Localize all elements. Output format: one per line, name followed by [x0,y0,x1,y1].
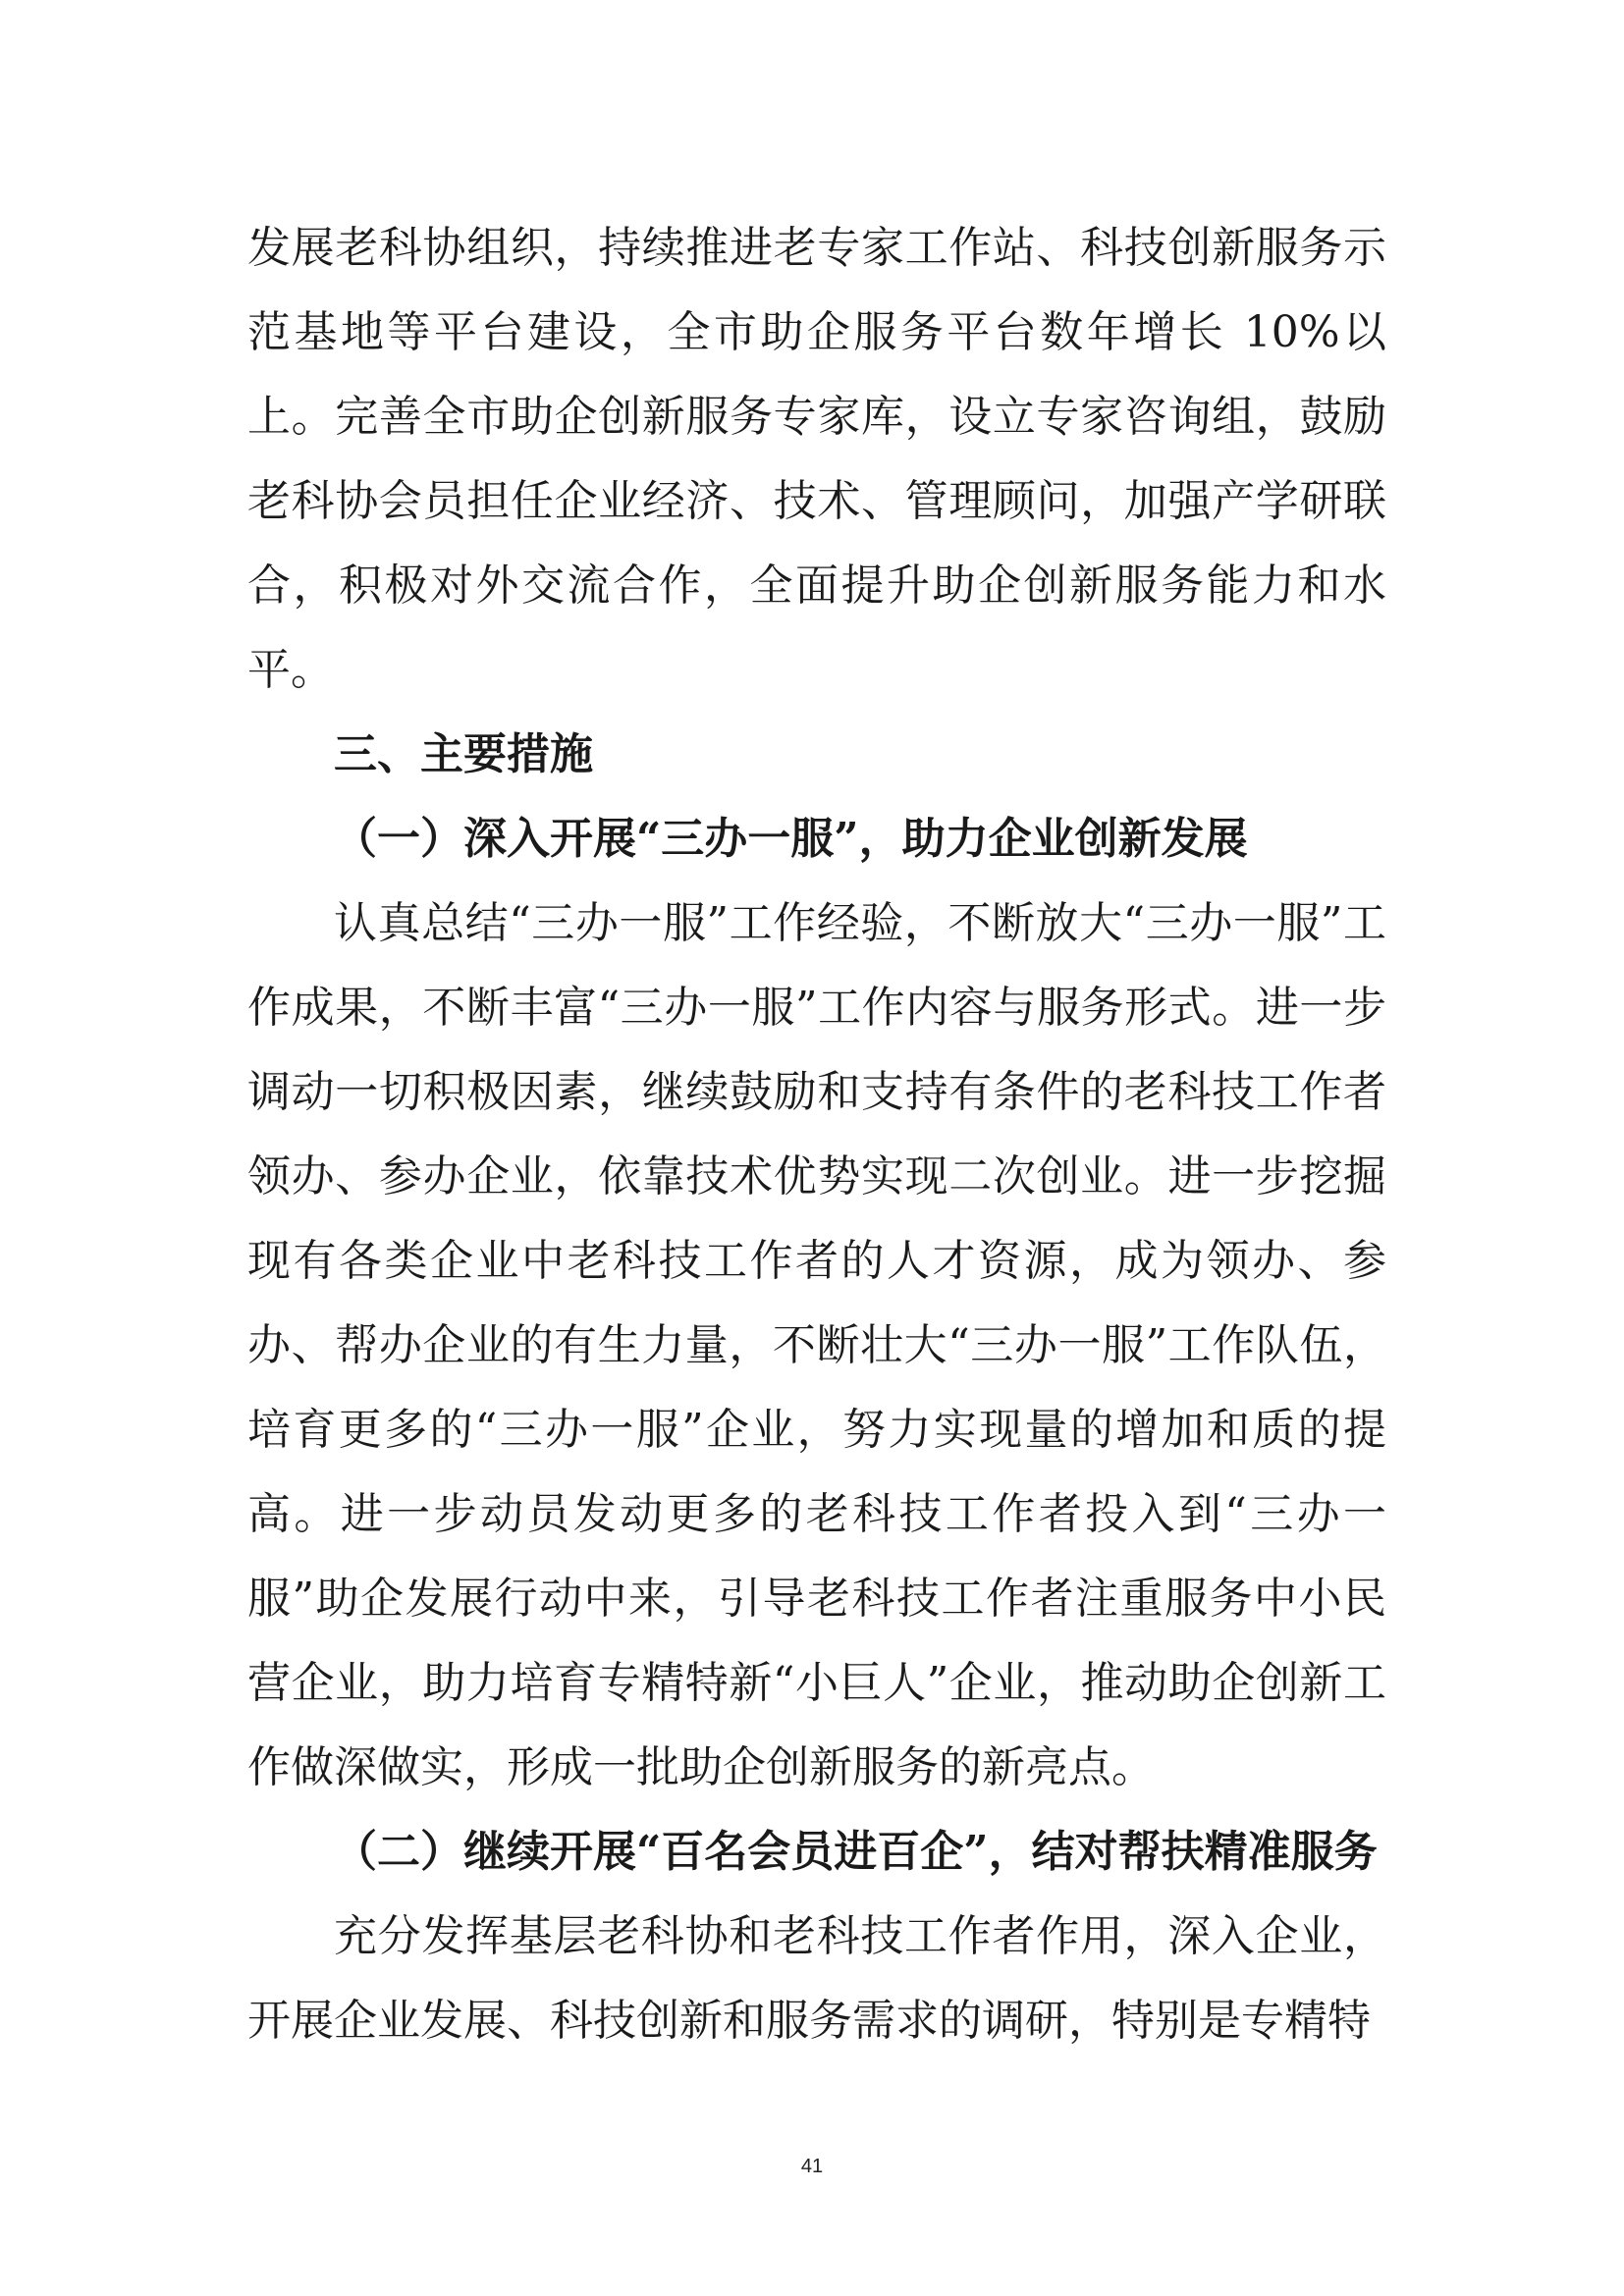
subsection-heading-1: （一）深入开展“三办一服”，助力企业创新发展 [334,814,1248,864]
subsection-heading-2: （二）继续开展“百名会员进百企”，结对帮扶精准服务 [334,1827,1378,1877]
paragraph-body-2: 充分发挥基层老科协和老科技工作者作用，深入企业，开展企业发展、科技创新和服务需求的调研，特别是专精特 [247,1911,1386,2046]
body-text [247,206,1386,2063]
page-number: 41 [800,2156,824,2177]
paragraph-body-1: 认真总结“三办一服”工作经验，不断放大“三办一服”工作成果，不断丰富“三办一服”工作内容与服务形式。进一步调动一切积极因素，继续鼓励和支持有条件的老科技工作者领办、参办企业，依靠技术优势实现二次创业。进一步挖掘现有各类企业中老科技工作者的人才资源，成为领办、参办、帮办企业的有生力量，不断壮大“三办一服”工作队伍，培育更多的“三办一服”企业，努力实现量的增加和质的提高。进一步动员发动更多的老科技工作者投入到“三办一服”助企发展行动中来，引导老科技工作者注重服务中小民营企业，助力培育专精特新“小巨人”企业，推动助企创新工作做深做实，形成一批助企创新服务的新亮点。 [247,898,1386,1792]
section-heading: 三、主要措施 [334,729,593,779]
paragraph-continuation: 发展老科协组织，持续推进老专家工作站、科技创新服务示范基地等平台建设，全市助企服务平台数年增长 10%以上。完善全市助企创新服务专家库，设立专家咨询组，鼓励老科协会员担任企业经济、技术、管理顾问，加强产学研联合，积极对外交流合作，全面提升助企创新服务能力和水平。 [247,223,1386,695]
